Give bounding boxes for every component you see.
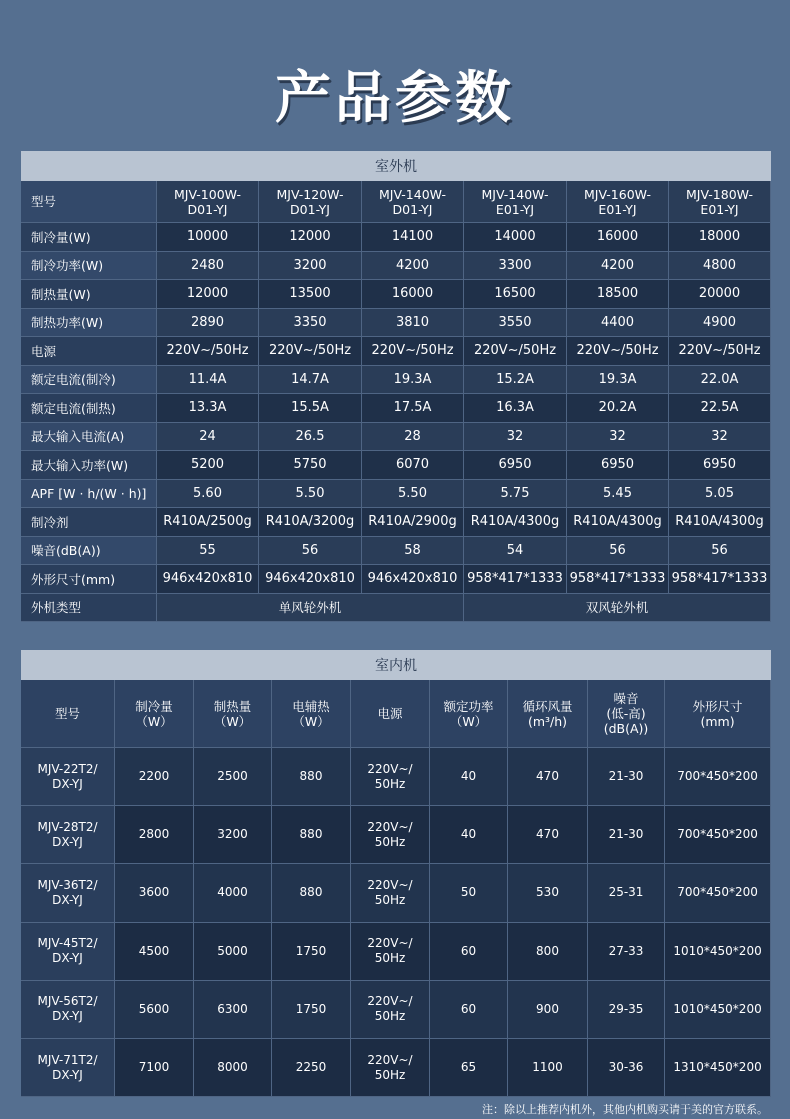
model-cell xyxy=(362,181,464,223)
cell-line: 50Hz xyxy=(374,834,406,849)
row-label: 额定电流(制热) xyxy=(21,394,157,423)
spec-value: 5.60 xyxy=(157,480,259,509)
outdoor-spec-row xyxy=(21,508,771,537)
spec-value: 5.45 xyxy=(567,480,669,509)
cell-line: DX-YJ xyxy=(52,834,83,849)
spec-value: 470 xyxy=(508,806,588,864)
spec-value: 1310*450*200 xyxy=(665,1039,771,1097)
spec-value: R410A/4300g xyxy=(669,508,771,537)
spec-value: 28 xyxy=(362,423,464,452)
spec-value: 10000 xyxy=(157,223,259,252)
spec-value: 5.75 xyxy=(464,480,567,509)
spec-value: 3550 xyxy=(464,309,567,338)
spec-value: 4400 xyxy=(567,309,669,338)
spec-value: 15.5A xyxy=(259,394,362,423)
outdoor-spec-row xyxy=(21,537,771,566)
outdoor-spec-row xyxy=(21,280,771,309)
indoor-spec-row xyxy=(21,864,771,922)
spec-value: 2890 xyxy=(157,309,259,338)
outdoor-section-title: 室外机 xyxy=(21,151,771,181)
spec-value: 5000 xyxy=(194,923,272,981)
cell-line: 循环风量 xyxy=(522,698,573,714)
spec-value: 11.4A xyxy=(157,366,259,395)
cell-line: MJV-45T2/ xyxy=(37,936,98,951)
power-cell xyxy=(351,1039,430,1097)
row-label: 额定电流(制冷) xyxy=(21,366,157,395)
spec-value: 220V~/50Hz xyxy=(362,337,464,366)
cell-line: （W） xyxy=(292,713,330,729)
indoor-spec-row xyxy=(21,981,771,1039)
cell-line: D01-YJ xyxy=(392,201,433,217)
model-cell xyxy=(21,923,115,981)
spec-value: 7100 xyxy=(115,1039,194,1097)
cell-line: E01-YJ xyxy=(700,201,739,217)
spec-value: 30-36 xyxy=(588,1039,665,1097)
cell-line: (m³/h) xyxy=(527,713,568,729)
title-block xyxy=(0,64,790,134)
row-label: 制冷量(W) xyxy=(21,223,157,252)
cell-line: MJV-28T2/ xyxy=(37,819,98,834)
spec-value: 13.3A xyxy=(157,394,259,423)
model-cell xyxy=(21,806,115,864)
row-label: 制热量(W) xyxy=(21,280,157,309)
spec-value: 1750 xyxy=(272,923,351,981)
indoor-spec-row xyxy=(21,1039,771,1097)
spec-value: 946x420x810 xyxy=(259,565,362,594)
spec-value: 22.5A xyxy=(669,394,771,423)
spec-value: 40 xyxy=(430,748,508,806)
row-label: 制热功率(W) xyxy=(21,309,157,338)
spec-value: 2480 xyxy=(157,252,259,281)
spec-value: 700*450*200 xyxy=(665,748,771,806)
spec-value: 12000 xyxy=(157,280,259,309)
row-label: 噪音(dB(A)) xyxy=(21,537,157,566)
row-label: 电源 xyxy=(21,337,157,366)
cell-line: （W） xyxy=(213,713,252,729)
cell-line: 220V~/ xyxy=(367,994,413,1009)
spec-value: 19.3A xyxy=(362,366,464,395)
cell-line: (mm) xyxy=(700,713,735,729)
indoor-spec-row xyxy=(21,806,771,864)
outdoor-spec-row xyxy=(21,394,771,423)
cell-line: E01-YJ xyxy=(495,201,535,217)
outdoor-spec-row xyxy=(21,366,771,395)
cell-line: (dB(A)) xyxy=(603,721,649,736)
cell-line: （W） xyxy=(449,713,488,729)
spec-value: 470 xyxy=(508,748,588,806)
spec-value: 4000 xyxy=(194,864,272,922)
spec-value: 32 xyxy=(464,423,567,452)
indoor-header-row xyxy=(21,680,771,748)
spec-value: 54 xyxy=(464,537,567,566)
spec-value: 5750 xyxy=(259,451,362,480)
outdoor-spec-table xyxy=(21,151,771,622)
spec-value: 900 xyxy=(508,981,588,1039)
row-label: 制冷功率(W) xyxy=(21,252,157,281)
spec-value: 60 xyxy=(430,923,508,981)
spec-value: 5200 xyxy=(157,451,259,480)
column-header xyxy=(115,680,194,748)
spec-value: 18500 xyxy=(567,280,669,309)
cell-line: （W） xyxy=(135,713,173,729)
power-cell xyxy=(351,806,430,864)
spec-value: 3300 xyxy=(464,252,567,281)
spec-value: 1010*450*200 xyxy=(665,923,771,981)
cell-line: 额定功率 xyxy=(443,698,494,714)
model-cell xyxy=(21,748,115,806)
cell-line: MJV-140W- xyxy=(378,186,447,202)
column-header xyxy=(508,680,588,748)
cell-line: (低-高) xyxy=(606,706,646,721)
spec-value: 27-33 xyxy=(588,923,665,981)
model-cell xyxy=(259,181,362,223)
column-header xyxy=(194,680,272,748)
spec-value: 14000 xyxy=(464,223,567,252)
spec-value: 3600 xyxy=(115,864,194,922)
spec-value: 16.3A xyxy=(464,394,567,423)
spec-value: 6950 xyxy=(464,451,567,480)
cell-line: MJV-140W- xyxy=(481,186,549,202)
outdoor-spec-row xyxy=(21,565,771,594)
cell-line: MJV-120W- xyxy=(276,186,344,202)
cell-line: DX-YJ xyxy=(52,776,83,791)
spec-value: 21-30 xyxy=(588,748,665,806)
spec-value: 220V~/50Hz xyxy=(464,337,567,366)
spec-value: 2200 xyxy=(115,748,194,806)
spec-value: 12000 xyxy=(259,223,362,252)
cell-line: 外形尺寸 xyxy=(692,698,743,714)
cell-line: 制冷量 xyxy=(135,698,173,714)
spec-value: 3200 xyxy=(259,252,362,281)
spec-value: R410A/2900g xyxy=(362,508,464,537)
spec-value: 56 xyxy=(259,537,362,566)
spec-value: 4200 xyxy=(567,252,669,281)
model-cell xyxy=(567,181,669,223)
cell-line: 50Hz xyxy=(374,951,406,966)
outdoor-spec-row xyxy=(21,480,771,509)
spec-value: 15.2A xyxy=(464,366,567,395)
spec-value: 3810 xyxy=(362,309,464,338)
spec-value: 56 xyxy=(567,537,669,566)
cell-line: MJV-100W- xyxy=(173,186,242,202)
indoor-spec-row xyxy=(21,748,771,806)
outdoor-spec-row xyxy=(21,309,771,338)
column-header xyxy=(21,680,115,748)
spec-value: 2800 xyxy=(115,806,194,864)
spec-value: 880 xyxy=(272,806,351,864)
cell-line: 220V~/ xyxy=(367,936,413,951)
spec-value: 5.50 xyxy=(362,480,464,509)
row-label: 最大输入电流(A) xyxy=(21,423,157,452)
spec-value: 700*450*200 xyxy=(665,806,771,864)
spec-value: 29-35 xyxy=(588,981,665,1039)
cell-line: D01-YJ xyxy=(187,201,228,217)
spec-value: 1750 xyxy=(272,981,351,1039)
spec-value: 6950 xyxy=(567,451,669,480)
column-header xyxy=(272,680,351,748)
model-cell xyxy=(464,181,567,223)
spec-value: 220V~/50Hz xyxy=(567,337,669,366)
cell-line: 220V~/ xyxy=(367,877,413,892)
column-header xyxy=(588,680,665,748)
spec-value: 65 xyxy=(430,1039,508,1097)
cell-line: MJV-160W- xyxy=(583,186,652,202)
cell-line: 220V~/ xyxy=(367,1052,413,1067)
spec-value: 17.5A xyxy=(362,394,464,423)
spec-value: 8000 xyxy=(194,1039,272,1097)
spec-value: 6070 xyxy=(362,451,464,480)
spec-value: 220V~/50Hz xyxy=(669,337,771,366)
cell-line: 制热量 xyxy=(213,698,252,714)
column-header xyxy=(351,680,430,748)
cell-line: 噪音 xyxy=(613,691,639,706)
column-header xyxy=(430,680,508,748)
row-label: 型号 xyxy=(21,181,157,223)
spec-value: 5600 xyxy=(115,981,194,1039)
indoor-spec-table xyxy=(21,650,771,1097)
model-cell xyxy=(21,864,115,922)
spec-value: R410A/4300g xyxy=(567,508,669,537)
spec-value: 530 xyxy=(508,864,588,922)
model-cell xyxy=(21,981,115,1039)
spec-value: 946x420x810 xyxy=(362,565,464,594)
page-title: 产品参数 xyxy=(275,66,515,131)
model-cell xyxy=(669,181,771,223)
spec-value: 32 xyxy=(669,423,771,452)
spec-value: 4200 xyxy=(362,252,464,281)
cell-line: MJV-36T2/ xyxy=(37,877,98,892)
power-cell xyxy=(351,981,430,1039)
spec-value: 3350 xyxy=(259,309,362,338)
outdoor-type-row xyxy=(21,594,771,623)
cell-line: MJV-71T2/ xyxy=(37,1052,98,1067)
spec-value: 220V~/50Hz xyxy=(157,337,259,366)
spec-value: 1100 xyxy=(508,1039,588,1097)
spec-value: 13500 xyxy=(259,280,362,309)
spec-value: 5.50 xyxy=(259,480,362,509)
spec-value: 56 xyxy=(669,537,771,566)
row-label: 最大输入功率(W) xyxy=(21,451,157,480)
single-fan-type: 单风轮外机 xyxy=(157,594,464,623)
row-label: APF [W · h/(W · h)] xyxy=(21,480,157,509)
spec-value: R410A/4300g xyxy=(464,508,567,537)
cell-line: DX-YJ xyxy=(52,951,83,966)
column-header xyxy=(665,680,771,748)
indoor-spec-row xyxy=(21,923,771,981)
spec-value: 6300 xyxy=(194,981,272,1039)
indoor-section-title: 室内机 xyxy=(21,650,771,680)
spec-value: 24 xyxy=(157,423,259,452)
spec-value: 4500 xyxy=(115,923,194,981)
spec-value: 60 xyxy=(430,981,508,1039)
spec-value: 4900 xyxy=(669,309,771,338)
spec-value: 22.0A xyxy=(669,366,771,395)
spec-value: 946x420x810 xyxy=(157,565,259,594)
outdoor-model-row xyxy=(21,181,771,223)
spec-value: 2500 xyxy=(194,748,272,806)
spec-value: 958*417*1333 xyxy=(669,565,771,594)
power-cell xyxy=(351,748,430,806)
cell-line: 220V~/ xyxy=(367,819,413,834)
spec-value: 20000 xyxy=(669,280,771,309)
spec-value: 50 xyxy=(430,864,508,922)
outdoor-spec-row xyxy=(21,337,771,366)
cell-line: 50Hz xyxy=(374,1009,406,1024)
row-label: 外形尺寸(mm) xyxy=(21,565,157,594)
spec-value: 220V~/50Hz xyxy=(259,337,362,366)
cell-line: D01-YJ xyxy=(290,201,330,217)
spec-value: 16000 xyxy=(567,223,669,252)
power-cell xyxy=(351,923,430,981)
spec-value: 19.3A xyxy=(567,366,669,395)
spec-value: 21-30 xyxy=(588,806,665,864)
model-cell xyxy=(21,1039,115,1097)
cell-line: MJV-180W- xyxy=(685,186,754,202)
outdoor-spec-row xyxy=(21,223,771,252)
spec-value: 14100 xyxy=(362,223,464,252)
power-cell xyxy=(351,864,430,922)
cell-line: 50Hz xyxy=(374,776,406,791)
cell-line: 电源 xyxy=(377,706,403,721)
outdoor-spec-row xyxy=(21,423,771,452)
outdoor-spec-row xyxy=(21,451,771,480)
cell-line: 50Hz xyxy=(374,1067,406,1082)
spec-value: 880 xyxy=(272,748,351,806)
spec-value: 26.5 xyxy=(259,423,362,452)
spec-value: 40 xyxy=(430,806,508,864)
cell-line: DX-YJ xyxy=(52,1067,83,1082)
spec-value: 3200 xyxy=(194,806,272,864)
spec-value: 58 xyxy=(362,537,464,566)
cell-line: DX-YJ xyxy=(52,892,83,907)
model-cell xyxy=(157,181,259,223)
spec-value: 880 xyxy=(272,864,351,922)
spec-value: 700*450*200 xyxy=(665,864,771,922)
spec-value: 16500 xyxy=(464,280,567,309)
outdoor-spec-row xyxy=(21,252,771,281)
row-label: 制冷剂 xyxy=(21,508,157,537)
spec-value: R410A/3200g xyxy=(259,508,362,537)
spec-value: 958*417*1333 xyxy=(567,565,669,594)
cell-line: MJV-56T2/ xyxy=(37,994,98,1009)
cell-line: DX-YJ xyxy=(52,1009,83,1024)
spec-value: 32 xyxy=(567,423,669,452)
spec-value: R410A/2500g xyxy=(157,508,259,537)
spec-value: 55 xyxy=(157,537,259,566)
spec-value: 6950 xyxy=(669,451,771,480)
cell-line: 50Hz xyxy=(374,892,406,907)
spec-value: 800 xyxy=(508,923,588,981)
spec-value: 2250 xyxy=(272,1039,351,1097)
spec-value: 1010*450*200 xyxy=(665,981,771,1039)
spec-value: 20.2A xyxy=(567,394,669,423)
cell-line: MJV-22T2/ xyxy=(37,761,98,776)
spec-value: 16000 xyxy=(362,280,464,309)
cell-line: 220V~/ xyxy=(367,761,413,776)
spec-value: 14.7A xyxy=(259,366,362,395)
footnote: 注：除以上推荐内机外，其他内机购买请于美的官方联系。 xyxy=(482,1103,768,1116)
spec-value: 18000 xyxy=(669,223,771,252)
double-fan-type: 双风轮外机 xyxy=(464,594,771,623)
cell-line: E01-YJ xyxy=(598,201,637,217)
spec-value: 958*417*1333 xyxy=(464,565,567,594)
spec-value: 25-31 xyxy=(588,864,665,922)
cell-line: 电辅热 xyxy=(292,698,330,714)
row-label: 外机类型 xyxy=(21,594,157,623)
spec-value: 5.05 xyxy=(669,480,771,509)
spec-value: 4800 xyxy=(669,252,771,281)
cell-line: 型号 xyxy=(54,706,80,721)
